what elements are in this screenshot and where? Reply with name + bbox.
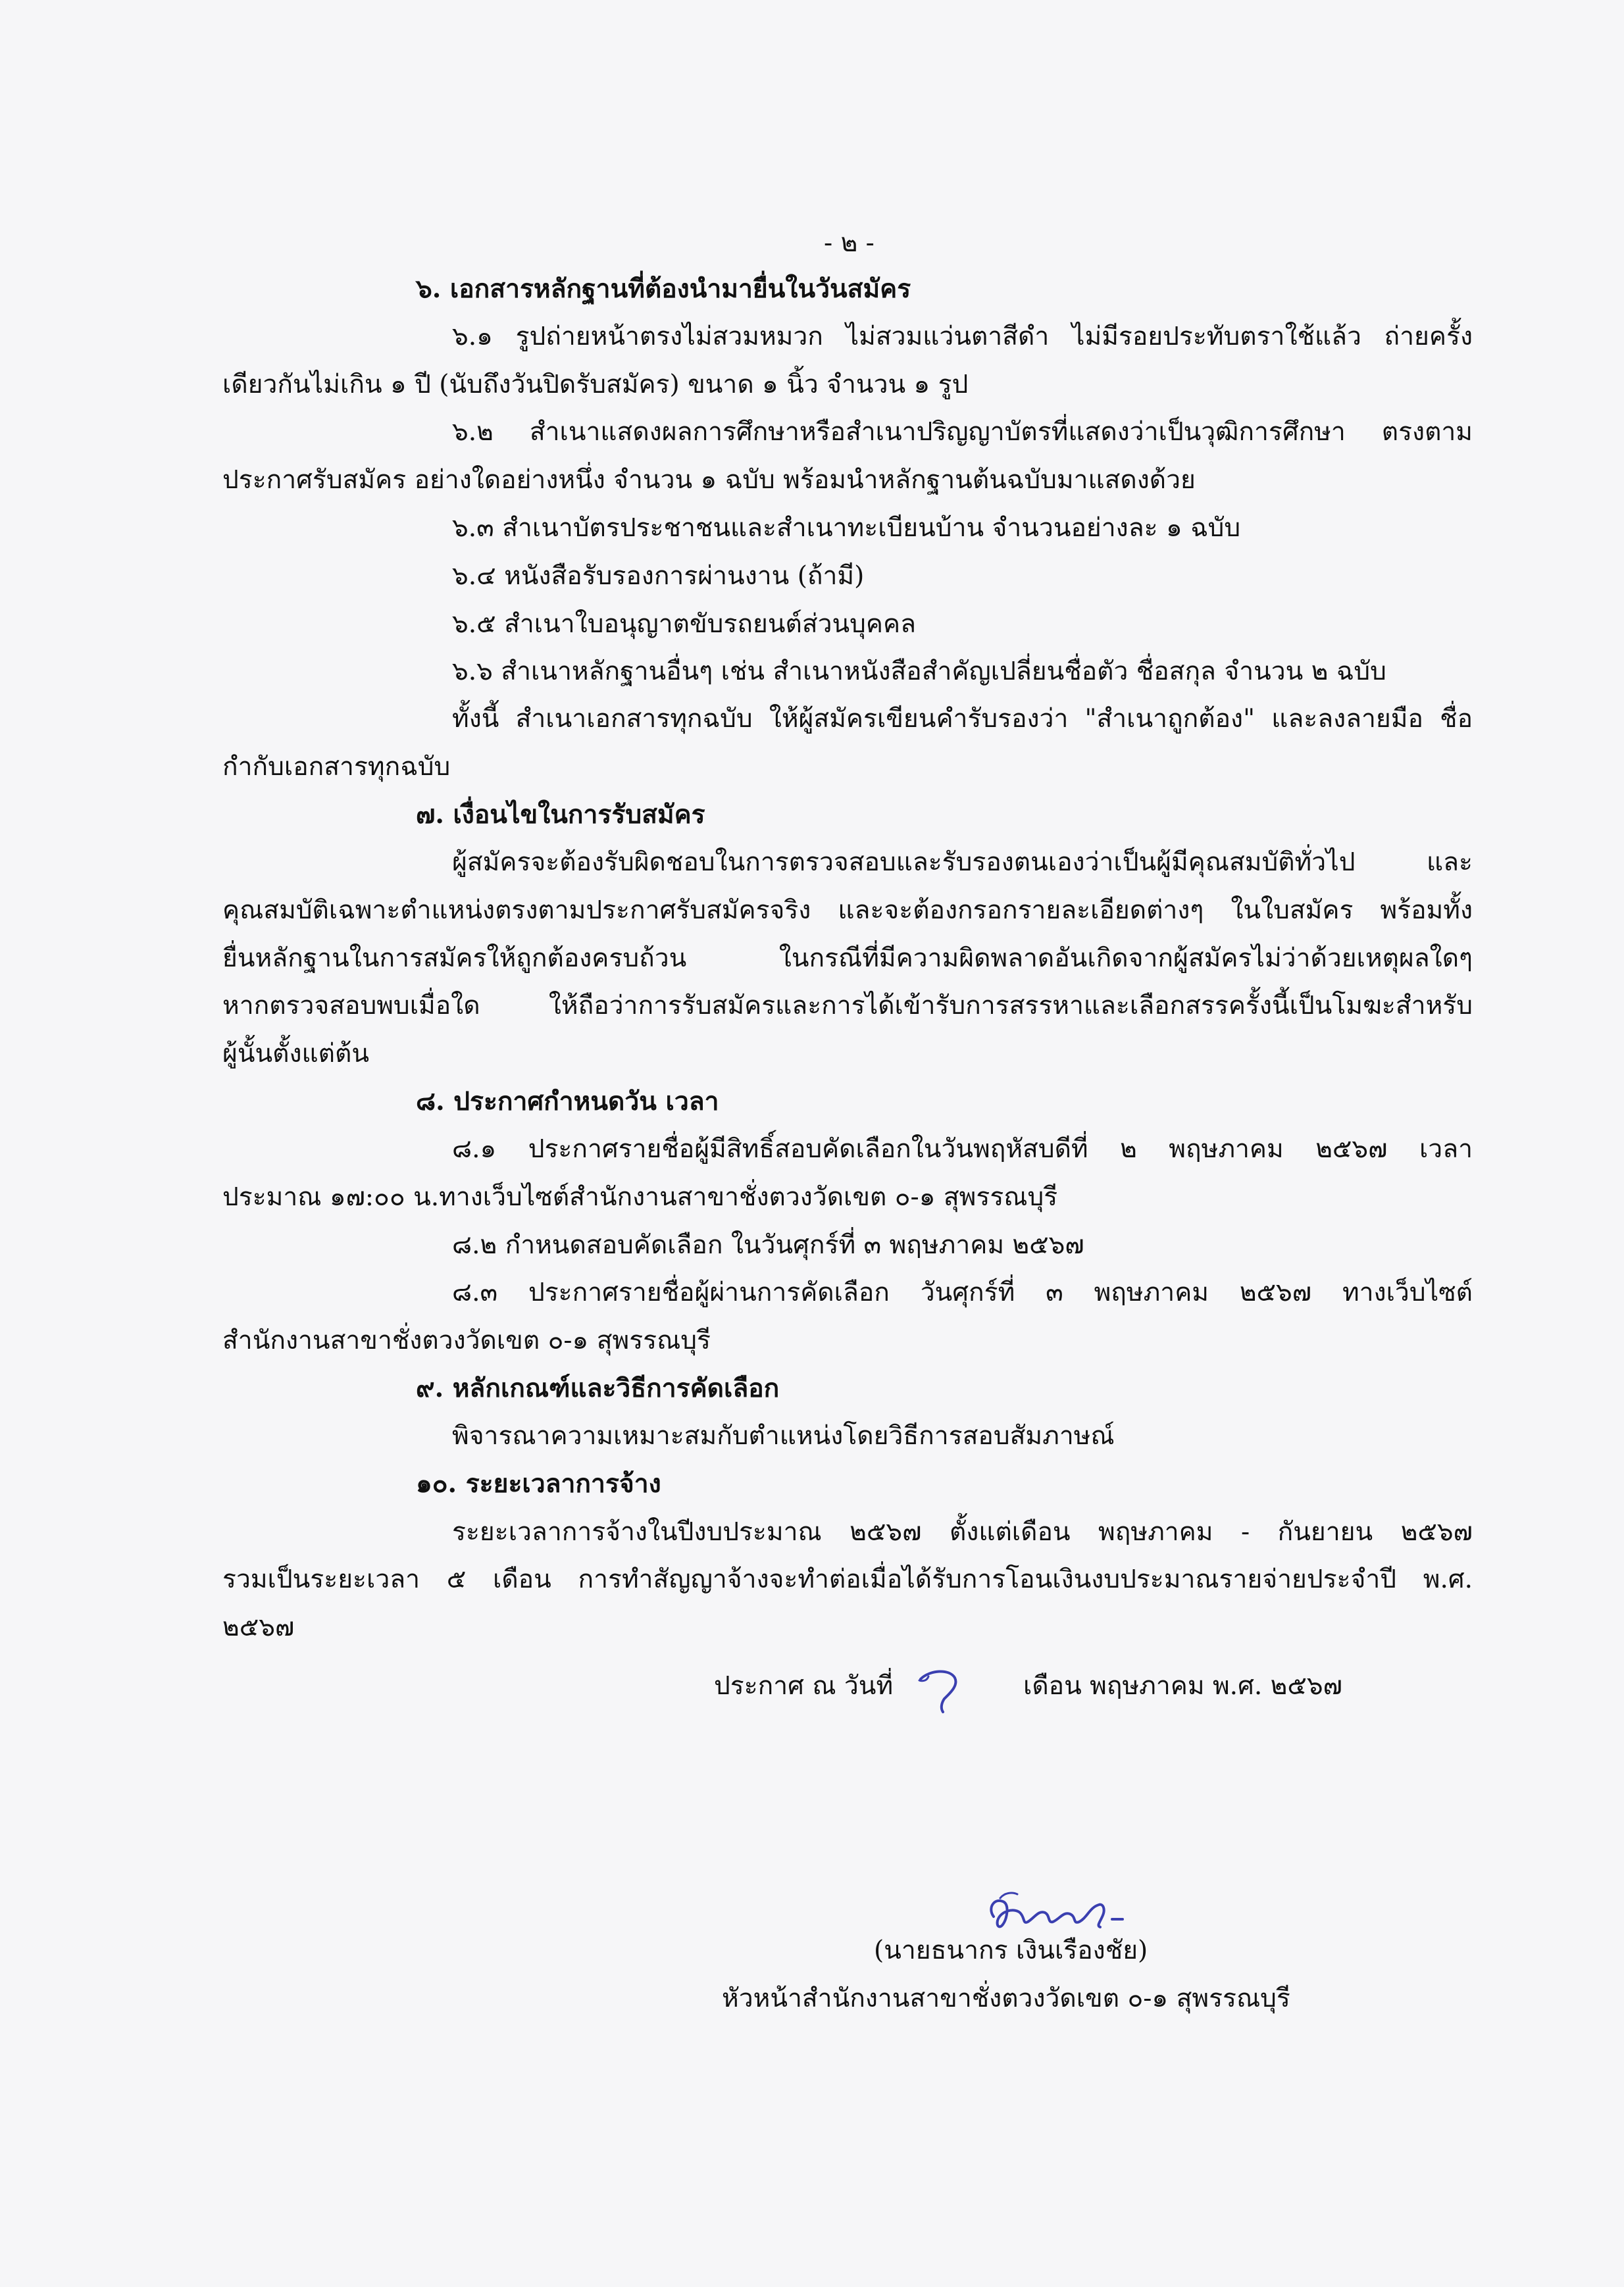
section-6-note-line-1: ทั้งนี้ สำเนาเอกสารทุกฉบับ ให้ผู้สมัครเขียนคำรับรองว่า "สำเนาถูกต้อง" และลงลายมือ ชื่อ [452, 704, 1473, 734]
section-6-item-3: ๖.๓ สำเนาบัตรประชาชนและสำเนาทะเบียนบ้าน จำนวนอย่างละ ๑ ฉบับ [452, 513, 1241, 543]
signatory-position: หัวหน้าสำนักงานสาขาชั่งตวงวัดเขต ๐-๑ สุพรรณบุรี [722, 1984, 1290, 2013]
signature [974, 1878, 1171, 1944]
section-6-note-line-2: กำกับเอกสารทุกฉบับ [222, 752, 451, 782]
section-6-heading: ๖. เอกสารหลักฐานที่ต้องนำมายื่นในวันสมัคร [416, 274, 911, 304]
section-10-line-3: ๒๕๖๗ [222, 1613, 295, 1642]
section-8-item-1-line-1: ๘.๑ ประกาศรายชื่อผู้มีสิทธิ์สอบคัดเลือกในวันพฤหัสบดีที่ ๒ พฤษภาคม ๒๕๖๗ เวลา [452, 1134, 1473, 1164]
section-7-line-5: ผู้นั้นตั้งแต่ต้น [222, 1039, 369, 1068]
section-10-heading: ๑๐. ระยะเวลาการจ้าง [416, 1469, 661, 1499]
section-9-heading: ๙. หลักเกณฑ์และวิธีการคัดเลือก [416, 1373, 780, 1403]
section-10-line-2: รวมเป็นระยะเวลา ๕ เดือน การทำสัญญาจ้างจะทำต่อเมื่อได้รับการโอนเงินงบประมาณรายจ่ายประจำปี พ.ศ. [222, 1565, 1473, 1594]
section-6-item-2-line-1: ๖.๒ สำเนาแสดงผลการศึกษาหรือสำเนาปริญญาบัตรที่แสดงว่าเป็นวุฒิการศึกษา ตรงตาม [452, 417, 1473, 447]
section-7-line-4: หากตรวจสอบพบเมื่อใด ให้ถือว่าการรับสมัครและการได้เข้ารับการสรรหาและเลือกสรรครั้งนี้เป็นโมฆะสำหรับ [222, 991, 1473, 1020]
section-8-heading: ๘. ประกาศกำหนดวัน เวลา [416, 1086, 719, 1117]
section-7-line-1: ผู้สมัครจะต้องรับผิดชอบในการตรวจสอบและรับรองตนเองว่าเป็นผู้มีคุณสมบัติทั่วไป และ [452, 847, 1473, 877]
section-7-heading: ๗. เงื่อนไขในการรับสมัคร [416, 799, 705, 830]
signatory-name: (นายธนากร เงินเรืองชัย) [874, 1936, 1148, 1965]
section-8-item-1-line-2: ประมาณ ๑๗:๐๐ น.ทางเว็บไซต์สำนักงานสาขาชั่งตวงวัดเขต ๐-๑ สุพรรณบุรี [222, 1182, 1058, 1212]
announcement-prefix: ประกาศ ณ วันที่ [714, 1671, 894, 1701]
section-8-item-3-line-2: สำนักงานสาขาชั่งตวงวัดเขต ๐-๑ สุพรรณบุรี [222, 1326, 711, 1355]
section-7-line-2: คุณสมบัติเฉพาะตำแหน่งตรงตามประกาศรับสมัครจริง และจะต้องกรอกรายละเอียดต่างๆ ในใบสมัคร พร้อมทั้ง [222, 895, 1473, 925]
section-10-line-1: ระยะเวลาการจ้างในปีงบประมาณ ๒๕๖๗ ตั้งแต่เดือน พฤษภาคม - กันยายน ๒๕๖๗ [452, 1517, 1473, 1547]
section-8-item-3-line-1: ๘.๓ ประกาศรายชื่อผู้ผ่านการคัดเลือก วันศุกร์ที่ ๓ พฤษภาคม ๒๕๖๗ ทางเว็บไซต์ [452, 1278, 1473, 1307]
section-6-item-6: ๖.๖ สำเนาหลักฐานอื่นๆ เช่น สำเนาหนังสือสำคัญเปลี่ยนชื่อตัว ชื่อสกุล จำนวน ๒ ฉบับ [452, 657, 1386, 686]
section-6-item-2-line-2: ประกาศรับสมัคร อย่างใดอย่างหนึ่ง จำนวน ๑ ฉบับ พร้อมนำหลักฐานต้นฉบับมาแสดงด้วย [222, 465, 1196, 495]
handwritten-day-mark [911, 1663, 971, 1716]
section-6-item-5: ๖.๕ สำเนาใบอนุญาตขับรถยนต์ส่วนบุคคล [452, 609, 917, 639]
announcement-suffix: เดือน พฤษภาคม พ.ศ. ๒๕๖๗ [1023, 1671, 1342, 1701]
section-6-item-1-line-1: ๖.๑ รูปถ่ายหน้าตรงไม่สวมหมวก ไม่สวมแว่นตาสีดำ ไม่มีรอยประทับตราใช้แล้ว ถ่ายครั้ง [452, 322, 1473, 351]
section-9-body: พิจารณาความเหมาะสมกับตำแหน่งโดยวิธีการสอบสัมภาษณ์ [452, 1421, 1115, 1451]
page-number: - ๒ - [824, 228, 875, 258]
section-7-line-3: ยื่นหลักฐานในการสมัครให้ถูกต้องครบถ้วน ในกรณีที่มีความผิดพลาดอันเกิดจากผู้สมัครไม่ว่าด้วยเหตุผลใดๆ [222, 943, 1473, 973]
section-8-item-2: ๘.๒ กำหนดสอบคัดเลือก ในวันศุกร์ที่ ๓ พฤษภาคม ๒๕๖๗ [452, 1230, 1084, 1260]
section-6-item-4: ๖.๔ หนังสือรับรองการผ่านงาน (ถ้ามี) [452, 561, 865, 591]
section-6-item-1-line-2: เดียวกันไม่เกิน ๑ ปี (นับถึงวันปิดรับสมัคร) ขนาด ๑ นิ้ว จำนวน ๑ รูป [222, 370, 969, 399]
